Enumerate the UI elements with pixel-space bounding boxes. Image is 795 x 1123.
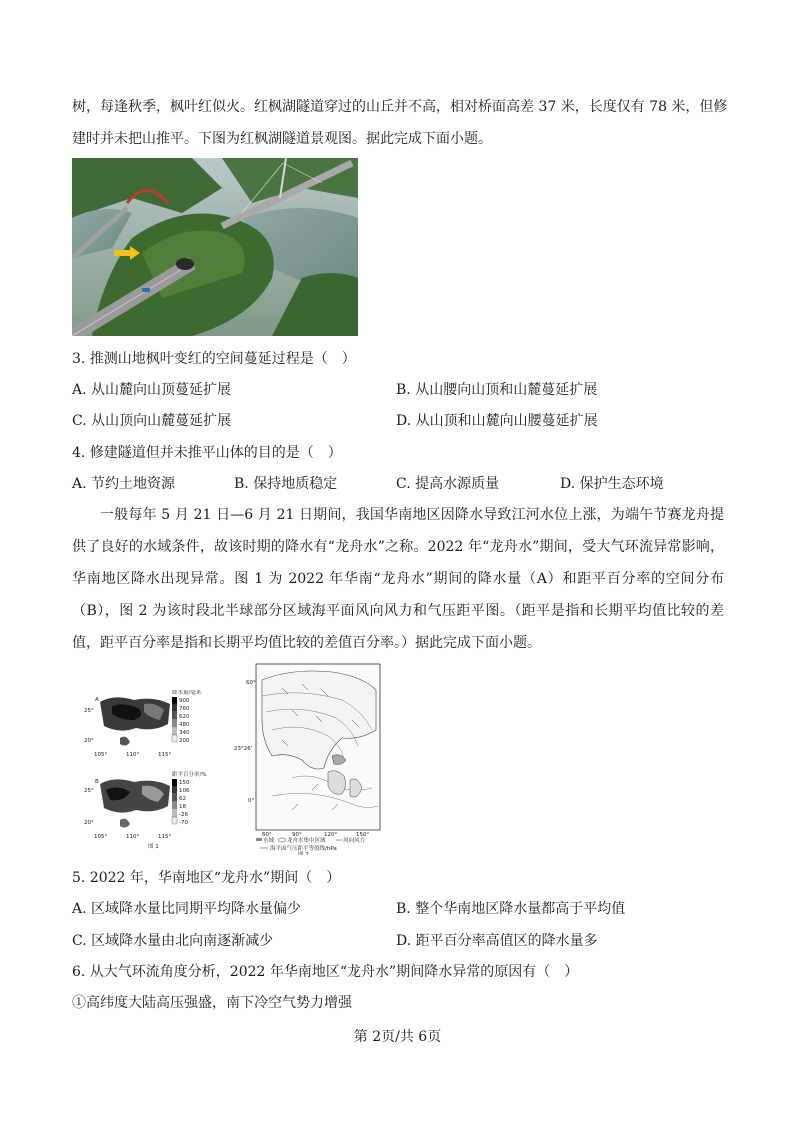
passage-dragon-boat-rain: 一般每年 5 月 21 日—6 月 21 日期间，我国华南地区因降水导致江河水位上涨，为端午节赛龙舟提供了良好的水域条件，故该时期的降水有“龙舟水”之称。2022 年“龙舟水”期间，受大气环流异常影响，华南地区降水出现异常。图 1 为 2022 年华南“龙舟水”期间的降水量（A）和距平百分率的空间分布（B），图 2 为该时段北半球部分区域海平面风向风力和气压距平图。（距平是指和长期平均值比较的差值，距平百分率是指和长期平均值比较的差值百分率。）据此完成下面小题。 <box>72 507 724 651</box>
panel-a-legend-v2: 620 <box>179 714 190 720</box>
q5-option-b[interactable]: B. 整个华南地区降水量都高于平均值 <box>396 901 626 917</box>
panel-b-legend-v1: 106 <box>179 788 190 794</box>
q4-option-d[interactable]: D. 保护生态环境 <box>560 476 664 492</box>
panel-a-legend-v1: 760 <box>179 706 190 712</box>
panel-a-x-tick-115: 115° <box>158 752 172 758</box>
figure-1-panel-b <box>84 770 207 840</box>
q4-option-a[interactable]: A. 节约土地资源 <box>72 476 176 492</box>
panel-a-legend-v3: 480 <box>179 722 190 728</box>
q5-option-c[interactable]: C. 区域降水量由北向南逐渐减少 <box>72 933 274 949</box>
q4-option-b[interactable]: B. 保持地质稳定 <box>234 476 338 492</box>
panel-a-label: A <box>95 697 99 703</box>
fig2-lat-tropic: 23°26' <box>234 746 253 752</box>
panel-b-x-tick-105: 105° <box>94 834 108 840</box>
figure-1 <box>84 690 224 850</box>
q6-item-1: ①高纬度大陆高压强盛，南下冷空气势力增强 <box>72 995 352 1011</box>
q3-option-d[interactable]: D. 从山顶和山麓向山腰蔓延扩展 <box>396 413 598 429</box>
fig2-legend-water: 水域 <box>263 838 275 844</box>
figure-1-maps <box>84 690 224 850</box>
figure-2-map <box>232 660 384 855</box>
q5-stem: 5. 2022 年，华南地区“龙舟水”期间（ ） <box>72 870 341 886</box>
panel-b-y-tick-25: 25° <box>84 788 94 794</box>
q3-stem: 3. 推测山地枫叶变红的空间蔓延过程是（ ） <box>72 351 356 367</box>
q3-option-c[interactable]: C. 从山顶向山麓蔓延扩展 <box>72 413 232 429</box>
panel-b-legend-v0: 150 <box>179 780 190 786</box>
panel-b-x-tick-110: 110° <box>126 834 140 840</box>
panel-b-legend-v2: 62 <box>179 796 186 802</box>
fig2-lon-150: 150° <box>356 832 370 838</box>
fig2-lat-60: 60° <box>246 680 256 686</box>
fig2-lon-120: 120° <box>324 832 338 838</box>
panel-b-label: B <box>95 779 99 785</box>
panel-a-legend-v5: 200 <box>179 738 190 744</box>
tunnel-landscape-photo <box>72 158 358 336</box>
panel-a-legend-v0: 900 <box>179 698 190 704</box>
panel-b-x-tick-115: 115° <box>158 834 172 840</box>
q5-option-d[interactable]: D. 距平百分率高值区的降水量多 <box>396 933 598 949</box>
fig2-legend-area: 龙舟水集中区域 <box>287 838 326 844</box>
q3-option-b[interactable]: B. 从山腰向山顶和山麓蔓延扩展 <box>396 382 598 398</box>
q5-option-a[interactable]: A. 区域降水量比同期平均降水量偏少 <box>72 901 302 917</box>
figure-1-caption: 图 1 <box>148 844 159 850</box>
panel-a-legend-v4: 340 <box>179 730 190 736</box>
figure-2 <box>232 660 384 855</box>
figure-2-caption: 图 2 <box>298 852 309 855</box>
q4-option-c[interactable]: C. 提高水源质量 <box>396 476 500 492</box>
fig2-legend-wind: 风向风力 <box>343 838 366 844</box>
q4-stem: 4. 修建隧道但并未推平山体的目的是（ ） <box>72 445 342 461</box>
panel-b-legend-title: 距平百分率/% <box>172 772 207 778</box>
panel-b-legend-v5: -70 <box>179 820 188 826</box>
panel-b-legend-v3: 18 <box>179 804 186 810</box>
page-footer: 第 2页/共 6页 <box>353 1029 442 1045</box>
panel-b-y-tick-20: 20° <box>84 820 94 826</box>
panel-a-y-tick-25: 25° <box>84 708 94 714</box>
intro-line-2: 建时并未把山推平。下图为红枫湖隧道景观图。据此完成下面小题。 <box>72 131 492 147</box>
fig2-legend-isobar: 海平面气压距平等值线/hPa <box>270 846 337 852</box>
q6-stem: 6. 从大气环流角度分析，2022 年华南地区“龙舟水”期间降水异常的原因有（ ） <box>72 964 579 980</box>
fig2-lon-90: 90° <box>292 832 302 838</box>
figure-1-panel-a <box>84 690 202 758</box>
panel-a-x-tick-110: 110° <box>126 752 140 758</box>
panel-b-legend-v4: -26 <box>179 812 188 818</box>
q3-option-a[interactable]: A. 从山麓向山顶蔓延扩展 <box>72 382 232 398</box>
tunnel-photo-illustration <box>72 158 358 336</box>
fig2-lat-0: 0° <box>248 798 255 804</box>
fig2-lon-60: 60° <box>262 832 272 838</box>
intro-line-1: 树，每逢秋季，枫叶红似火。红枫湖隧道穿过的山丘并不高，相对桥面高差 37 米，长度仅有 78 米，但修 <box>72 99 728 115</box>
panel-a-legend-title: 降水量/毫米 <box>172 690 202 696</box>
panel-a-x-tick-105: 105° <box>94 752 108 758</box>
panel-a-y-tick-20: 20° <box>84 738 94 744</box>
